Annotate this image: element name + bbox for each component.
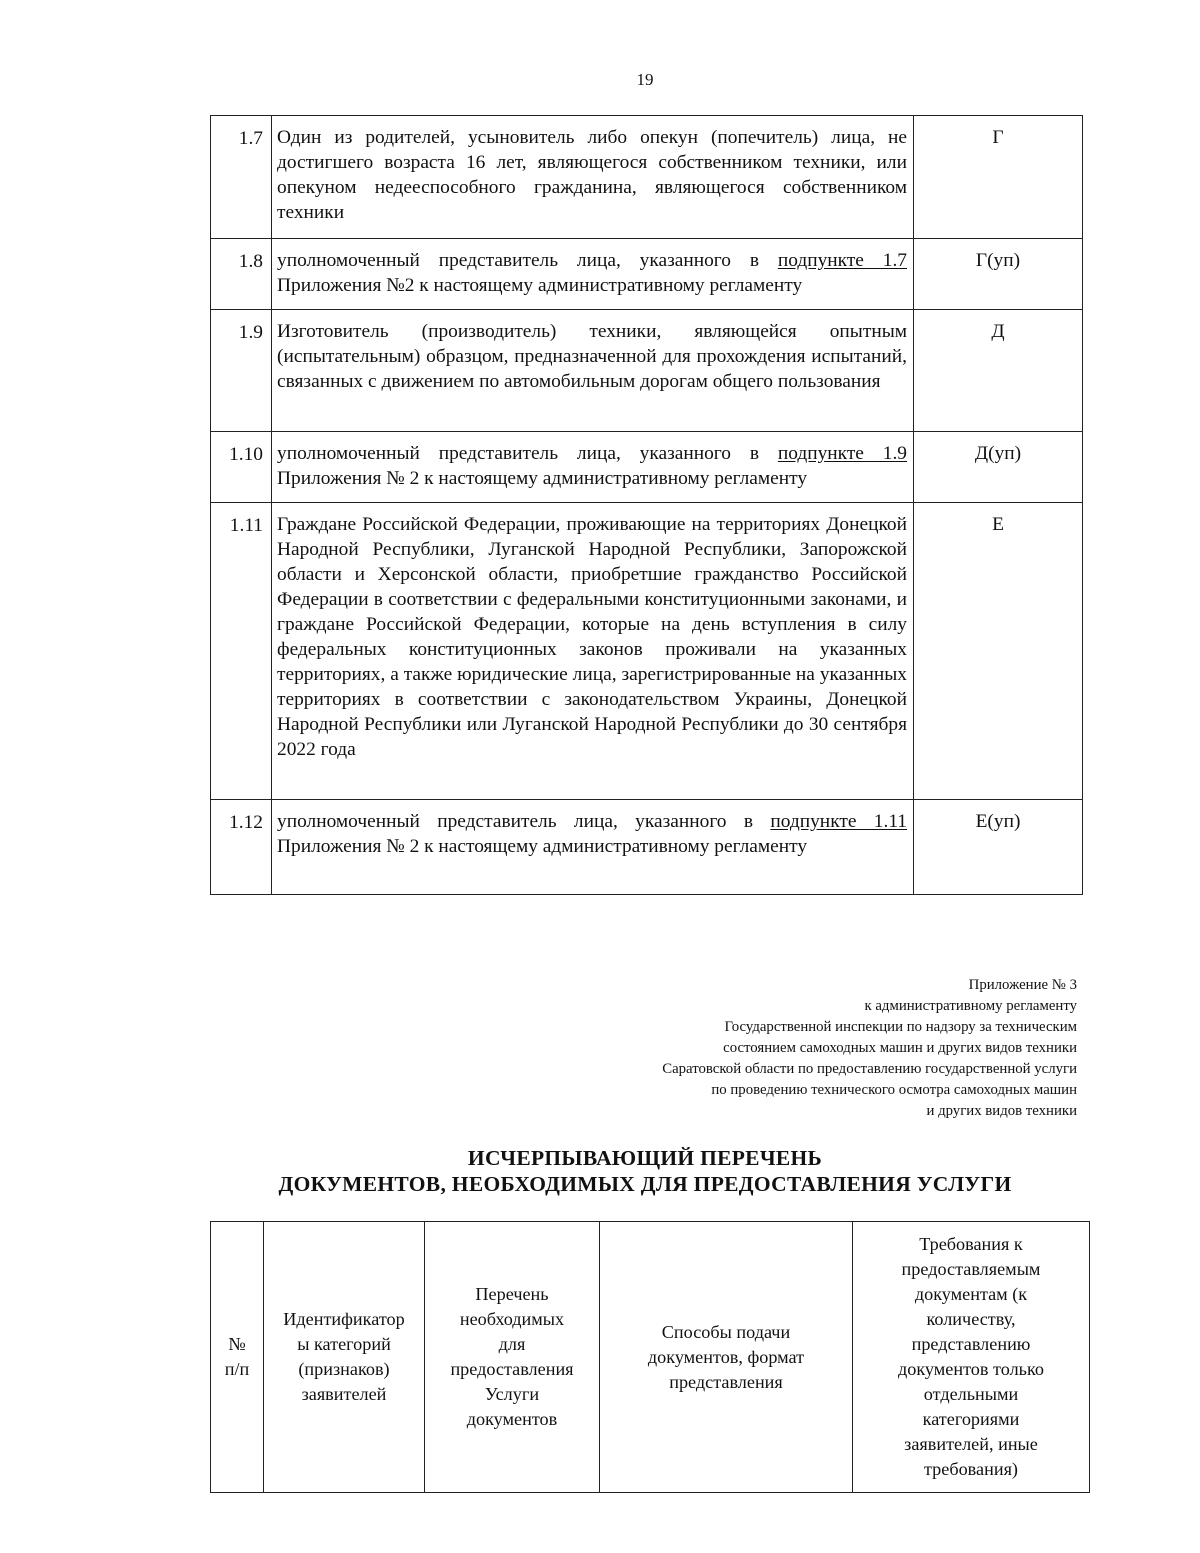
- table-row: [211, 116, 1083, 239]
- row-number: 1.9: [211, 310, 272, 432]
- row-code: Е: [914, 503, 1083, 800]
- page-number: 19: [636, 70, 654, 89]
- appendix-line: Государственной инспекции по надзору за техническим: [724, 1019, 1077, 1035]
- row-description: уполномоченный представитель лица, указанного в подпункте 1.7 Приложения №2 к настоящему административному регламенту: [272, 239, 914, 310]
- table-row: [211, 239, 1083, 310]
- applicant-categories-table: [210, 115, 1083, 895]
- documents-table: [210, 1221, 1090, 1493]
- row-number: 1.10: [211, 432, 272, 503]
- header-submission-methods: Способы подачи документов, формат представления: [600, 1222, 853, 1493]
- appendix-note: [662, 975, 1077, 1122]
- subsection-link[interactable]: подпункте 1.7: [777, 250, 907, 271]
- appendix-line: состоянием самоходных машин и других видов техники: [723, 1040, 1077, 1056]
- appendix-line: Саратовской области по предоставлению государственной услуги: [662, 1061, 1077, 1077]
- header-requirements: Требования к предоставляемым документам (к количеству, представлению документов только отдельными категориями заявителей, иные требования): [853, 1222, 1090, 1493]
- table-row: [211, 432, 1083, 503]
- title-line-1: ИСЧЕРПЫВАЮЩИЙ ПЕРЕЧЕНЬ: [467, 1146, 823, 1170]
- table-row: [211, 800, 1083, 895]
- header-row: [211, 1222, 1090, 1493]
- subsection-link[interactable]: подпункте 1.9: [777, 443, 907, 464]
- title-line-2: ДОКУМЕНТОВ, НЕОБХОДИМЫХ ДЛЯ ПРЕДОСТАВЛЕНИЯ УСЛУГИ: [278, 1172, 1012, 1196]
- row-code: Е(уп): [914, 800, 1083, 895]
- table-row: [211, 503, 1083, 800]
- row-description: Один из родителей, усыновитель либо опекун (попечитель) лица, не достигшего возраста 16 лет, являющегося собственником техники, или опекуном недееспособного гражданина, являющегося собственником техники: [272, 116, 914, 239]
- header-identifiers: Идентификатор ы категорий (признаков) заявителей: [264, 1222, 425, 1493]
- row-description: Граждане Российской Федерации, проживающие на территориях Донецкой Народной Республики, Луганской Народной Республики, Запорожской области и Херсонской области, приобретшие гражданство Российской Федерации в соответствии с федеральными конституционными законами, и граждане Российской Федерации, которые на день вступления в силу федеральных конституционных законов проживали на указанных территориях, а также юридические лица, зарегистрированные на указанных территориях в соответствии с законодательством Украины, Донецкой Народной Республики или Луганской Народной Республики до 30 сентября 2022 года: [272, 503, 914, 800]
- appendix-line: к административному регламенту: [864, 998, 1077, 1014]
- row-code: Д(уп): [914, 432, 1083, 503]
- row-description: уполномоченный представитель лица, указанного в подпункте 1.11 Приложения № 2 к настоящему административному регламенту: [272, 800, 914, 895]
- document-title: [200, 1145, 1090, 1197]
- row-number: 1.8: [211, 239, 272, 310]
- row-number: 1.11: [211, 503, 272, 800]
- table-row: [211, 310, 1083, 432]
- appendix-line: и других видов техники: [926, 1103, 1077, 1119]
- row-code: Д: [914, 310, 1083, 432]
- header-documents-list: Перечень необходимых для предоставления Услуги документов: [425, 1222, 600, 1493]
- row-description: уполномоченный представитель лица, указанного в подпункте 1.9 Приложения № 2 к настоящему административному регламенту: [272, 432, 914, 503]
- row-number: 1.12: [211, 800, 272, 895]
- row-description: Изготовитель (производитель) техники, являющейся опытным (испытательным) образцом, предназначенной для прохождения испытаний, связанных с движением по автомобильным дорогам общего пользования: [272, 310, 914, 432]
- subsection-link[interactable]: подпункте 1.11: [770, 811, 908, 832]
- appendix-line: по проведению технического осмотра самоходных машин: [711, 1082, 1077, 1098]
- row-code: Г(уп): [914, 239, 1083, 310]
- appendix-line: Приложение № 3: [968, 977, 1077, 993]
- row-code: Г: [914, 116, 1083, 239]
- header-number: № п/п: [211, 1222, 264, 1493]
- row-number: 1.7: [211, 116, 272, 239]
